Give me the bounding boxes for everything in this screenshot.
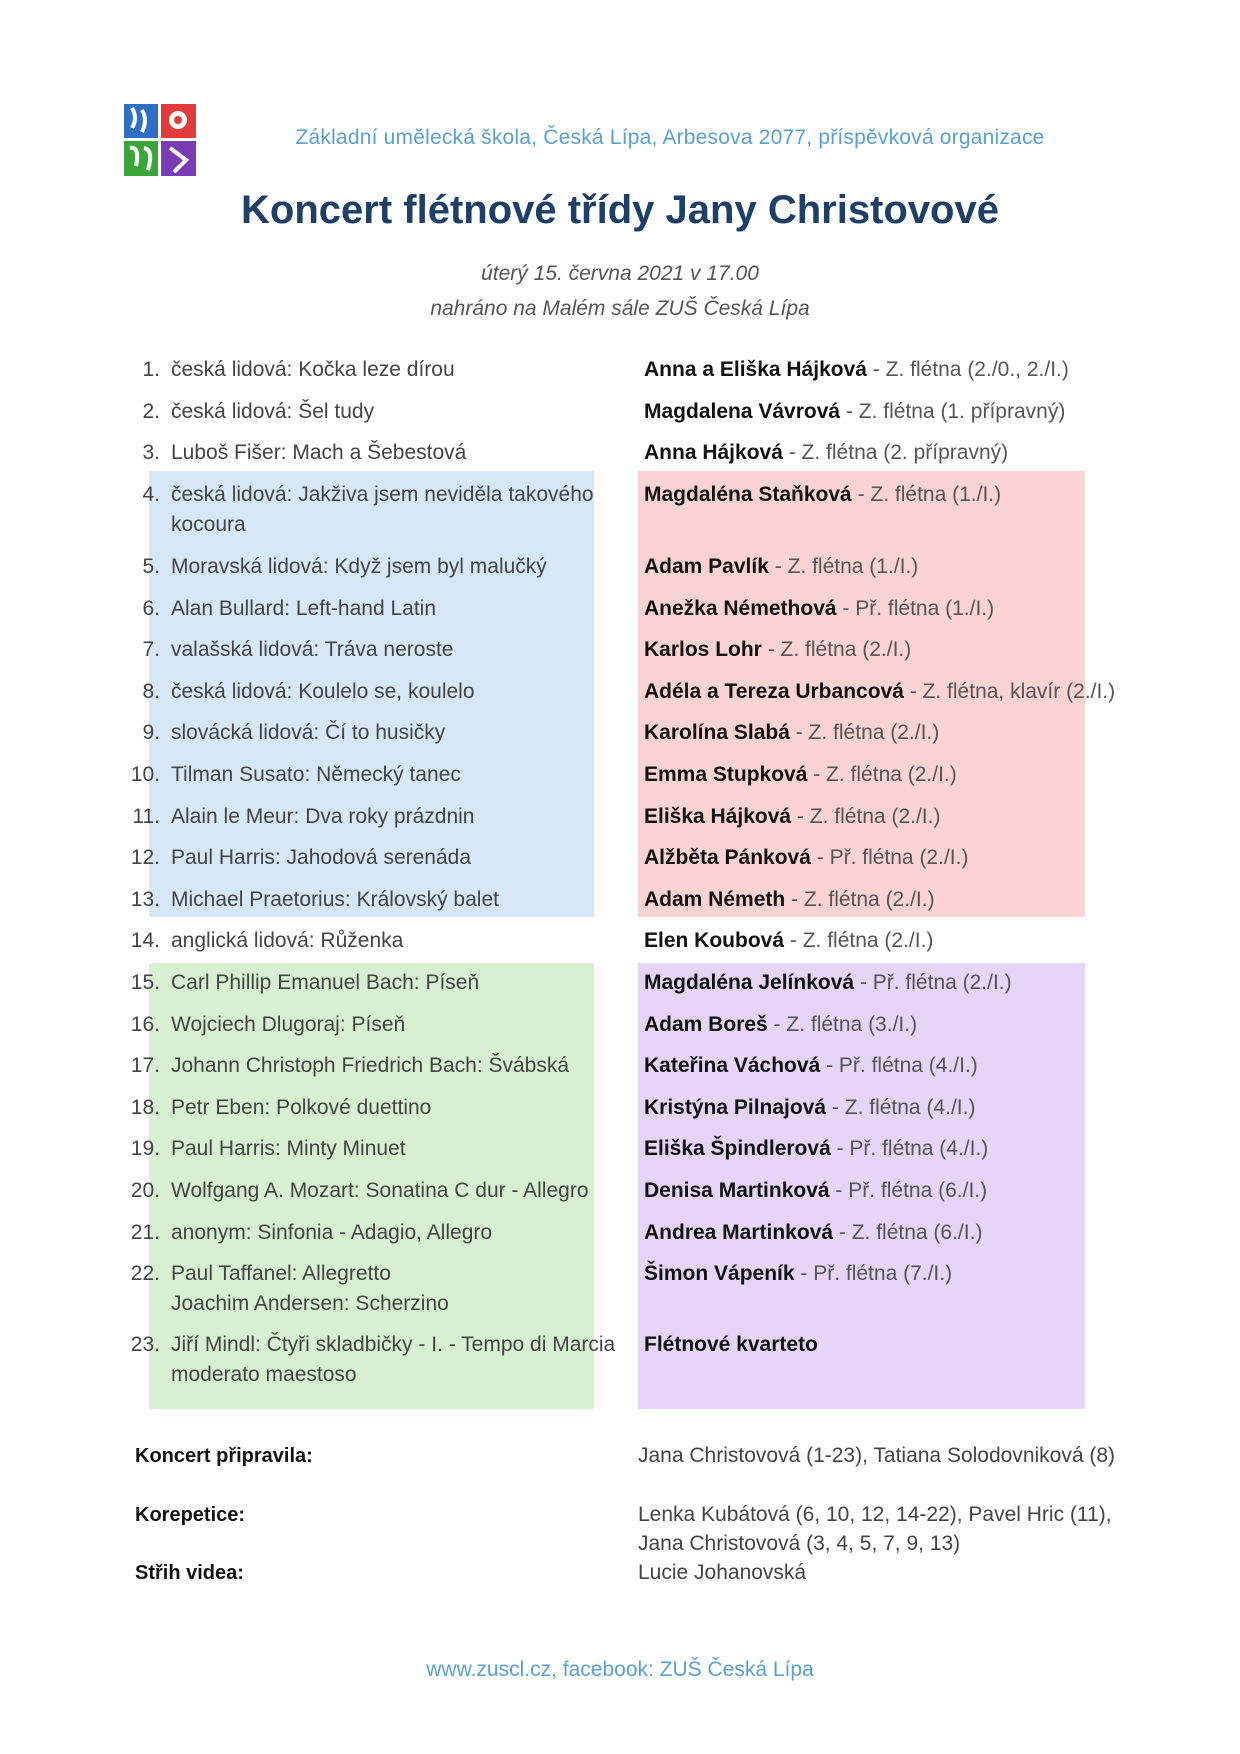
program-performer: [644, 397, 1144, 427]
program-piece: Alan Bullard: Left-hand Latin: [171, 597, 437, 620]
program-piece: Paul Harris: Minty Minuet: [171, 1137, 406, 1160]
program-number: 23.: [130, 1333, 160, 1356]
program-number: 21.: [130, 1221, 160, 1244]
performer-name: Magdaléna Jelínková: [644, 971, 855, 994]
program-number: 1.: [142, 358, 160, 381]
concert-date: úterý 15. června 2021 v 17.00: [481, 262, 759, 285]
program-performer: [644, 718, 1144, 748]
performer-name: Kristýna Pilnajová: [644, 1096, 827, 1119]
performer-detail: - Př. flétna (7./I.): [794, 1262, 953, 1285]
program-performer: [644, 1093, 1144, 1123]
program-performer: [644, 1134, 1144, 1164]
performer-name: Magdalena Vávrová: [644, 400, 841, 423]
program-number: 19.: [130, 1137, 160, 1160]
program-number: 3.: [142, 441, 160, 464]
performer-detail: - Př. flétna (2./I.): [854, 971, 1012, 994]
program-piece: Tilman Susato: Německý tanec: [171, 763, 461, 786]
program-number: 12.: [130, 846, 160, 869]
performer-name: Magdaléna Staňková: [644, 483, 852, 506]
program-number: 11.: [132, 805, 160, 828]
program-piece: Michael Praetorius: Královský balet: [171, 888, 499, 911]
program-performer: [644, 1176, 1144, 1206]
program-piece: Carl Phillip Emanuel Bach: Píseň: [171, 971, 480, 994]
performer-detail: - Z. flétna (1./I.): [851, 483, 1002, 506]
program-performer: [644, 1330, 1144, 1360]
program-number: 13.: [130, 888, 160, 911]
performer-detail: - Z. flétna (2./I.): [807, 763, 957, 786]
concert-venue: nahráno na Malém sále ZUŠ Česká Lípa: [430, 297, 810, 320]
performer-detail: - Z. flétna (3./I.): [767, 1013, 918, 1036]
performer-detail: - Z. flétna, klavír (2./I.): [903, 680, 1116, 703]
performer-name: Elen Koubová: [644, 929, 785, 952]
performer-detail: - Z. flétna (2. přípravný): [782, 441, 1009, 464]
performer-name: Flétnové kvarteto: [644, 1333, 818, 1356]
program-performer: [644, 1218, 1144, 1248]
performer-detail: - Z. flétna (2./I.): [791, 805, 941, 828]
program-number: 16.: [130, 1013, 160, 1036]
program-performer: [644, 438, 1144, 468]
program-number: 4.: [142, 483, 160, 506]
performer-name: Anna a Eliška Hájková: [644, 358, 867, 381]
performer-name: Eliška Špindlerová: [644, 1137, 831, 1160]
program-piece: česká lidová: Koulelo se, koulelo: [171, 680, 475, 703]
program-piece: česká lidová: Kočka leze dírou: [171, 358, 455, 381]
program-number: 17.: [130, 1054, 160, 1077]
program-piece: Petr Eben: Polkové duettino: [171, 1096, 432, 1119]
program-piece: Moravská lidová: Když jsem byl malučký: [171, 555, 547, 578]
page-title: Koncert flétnové třídy Jany Christovové: [241, 188, 999, 232]
program-number: 15.: [130, 971, 160, 994]
credit-label: Střih videa:: [135, 1562, 244, 1584]
performer-name: Andrea Martinková: [644, 1221, 834, 1244]
performer-detail: - Z. flétna (1. přípravný): [840, 400, 1066, 423]
program-number: 8.: [142, 680, 160, 703]
performer-detail: - Př. flétna (4./I.): [820, 1054, 978, 1077]
performer-detail: - Z. flétna (2./I.): [784, 929, 934, 952]
performer-name: Adéla a Tereza Urbancová: [644, 680, 904, 703]
program-piece: Paul Taffanel: Allegretto Joachim Andersen: Scherzino: [171, 1262, 449, 1315]
program-piece: Johann Christoph Friedrich Bach: Švábská: [171, 1054, 570, 1077]
program-performer: [644, 635, 1144, 665]
program-number: 6.: [142, 597, 160, 620]
performer-name: Adam Németh: [644, 888, 786, 911]
performer-name: Alžběta Pánková: [644, 846, 811, 869]
credit-label: Korepetice:: [135, 1504, 246, 1526]
program-piece: Luboš Fišer: Mach a Šebestová: [171, 441, 467, 464]
program-number: 7.: [142, 638, 160, 661]
performer-name: Adam Pavlík: [644, 555, 769, 578]
performer-detail: - Př. flétna (2./I.): [810, 846, 969, 869]
performer-detail: - Z. flétna (6./I.): [833, 1221, 983, 1244]
program-number: 9.: [142, 721, 160, 744]
performer-name: Denisa Martinková: [644, 1179, 830, 1202]
program-piece: slovácká lidová: Čí to husičky: [171, 721, 446, 744]
program-performer: [644, 480, 1144, 510]
performer-name: Kateřina Váchová: [644, 1054, 821, 1077]
performer-detail: - Z. flétna (1./I.): [768, 555, 919, 578]
program-performer: [644, 552, 1144, 582]
program-number: 22.: [130, 1262, 160, 1285]
credit-value: Lucie Johanovská: [638, 1561, 807, 1584]
performer-detail: - Z. flétna (2./I.): [761, 638, 912, 661]
credit-value: Lenka Kubátová (6, 10, 12, 14-22), Pavel Hric (11), Jana Christovová (3, 4, 5, 7, 9, 13): [638, 1503, 1112, 1555]
program-piece: valašská lidová: Tráva neroste: [171, 638, 454, 661]
performer-detail: - Př. flétna (6./I.): [829, 1179, 988, 1202]
program-piece: anglická lidová: Růženka: [171, 929, 404, 952]
performer-detail: - Z. flétna (4./I.): [826, 1096, 976, 1119]
credit-value: Jana Christovová (1-23), Tatiana Solodovniková (8): [638, 1444, 1116, 1467]
program-piece: Wojciech Dlugoraj: Píseň: [171, 1013, 406, 1036]
program-piece: Paul Harris: Jahodová serenáda: [171, 846, 472, 869]
program-number: 2.: [142, 400, 160, 423]
program-piece: Jiří Mindl: Čtyři skladbičky - I. - Tempo di Marcia moderato maestoso: [171, 1333, 616, 1386]
program-piece: Wolfgang A. Mozart: Sonatina C dur - Allegro: [171, 1179, 589, 1202]
program-performer: [644, 885, 1144, 915]
program-performer: [644, 802, 1144, 832]
performer-name: Karlos Lohr: [644, 638, 762, 661]
program-performer: [644, 1051, 1144, 1081]
program-performer: [644, 594, 1144, 624]
program-number: 18.: [130, 1096, 160, 1119]
performer-detail: - Př. flétna (4./I.): [830, 1137, 989, 1160]
program-piece: česká lidová: Jakživa jsem neviděla takového kocoura: [171, 483, 594, 536]
program-performer: [644, 355, 1144, 385]
performer-name: Eliška Hájková: [644, 805, 792, 828]
school-name: Základní umělecká škola, Česká Lípa, Arbesova 2077, příspěvková organizace: [295, 126, 1045, 149]
program-performer: [644, 760, 1144, 790]
program-number: 20.: [130, 1179, 160, 1202]
program-performer: [644, 1010, 1144, 1040]
program-performer: [644, 968, 1144, 998]
program-performer: [644, 1259, 1144, 1289]
program-performer: [644, 926, 1144, 956]
program-piece: anonym: Sinfonia - Adagio, Allegro: [171, 1221, 493, 1244]
performer-detail: - Z. flétna (2./I.): [785, 888, 935, 911]
credit-label: Koncert připravila:: [135, 1445, 313, 1467]
program-number: 14.: [130, 929, 160, 952]
performer-name: Karolína Slabá: [644, 721, 790, 744]
performer-name: Adam Boreš: [644, 1013, 768, 1036]
performer-name: Anežka Némethová: [644, 597, 837, 620]
performer-detail: - Z. flétna (2./0., 2./I.): [866, 358, 1069, 381]
performer-name: Anna Hájková: [644, 441, 783, 464]
footer-links: www.zuscl.cz, facebook: ZUŠ Česká Lípa: [426, 1658, 814, 1681]
performer-name: Emma Stupková: [644, 763, 808, 786]
program-performer: [644, 843, 1144, 873]
performer-name: Šimon Vápeník: [644, 1262, 795, 1285]
performer-detail: - Z. flétna (2./I.): [789, 721, 940, 744]
program-piece: Alain le Meur: Dva roky prázdnin: [171, 805, 475, 828]
program-number: 10.: [130, 763, 160, 786]
program-piece: česká lidová: Šel tudy: [171, 400, 375, 423]
program-number: 5.: [142, 555, 160, 578]
performer-detail: - Př. flétna (1./I.): [836, 597, 995, 620]
program-performer: [644, 677, 1144, 707]
